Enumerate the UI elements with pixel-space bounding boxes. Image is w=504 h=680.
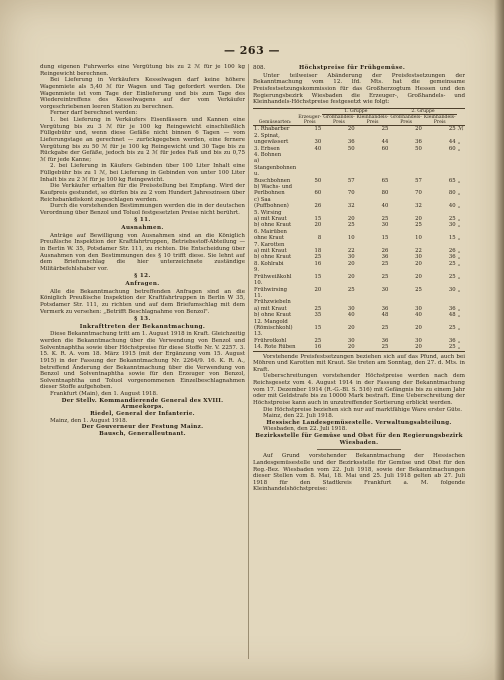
table-cell-price: 70 [347,190,355,197]
table-cell-item: 4. Bohnen [254,151,282,158]
table-header-sub: Großhandels-Preis [390,114,422,126]
table-cell-price: 15 [381,235,389,242]
table-cell-price: 30 [347,337,355,344]
table-cell-price [356,293,390,306]
table-cell-item: a) mit Kraut [254,216,287,223]
table-cell-item: 6. Mairüben ohne Kraut [254,228,287,242]
table-cell-price: 25 [381,273,389,280]
table-cell-item: 7. Karotten [254,241,285,248]
table-row [253,158,465,184]
table-cell-price: 40 [381,203,389,210]
table-cell-price: 36 [448,254,456,261]
signature-name: Riedel, General der Infanterie. [90,410,195,417]
table-cell-price: 20 [347,273,355,280]
table-cell-price: 36 [381,337,389,344]
table-cell-price: 30 [381,222,389,229]
table-cell-price: 32 [347,203,355,210]
table-cell-price: 25 [448,260,456,267]
table-cell-price: 20 [415,126,422,133]
page-edge-shadow [494,0,504,680]
table-header-group-2: 2. Gruppe [389,109,456,115]
table-cell-item: 3. Erbsen [254,145,280,152]
table-cell-item: a) mit Kraut [254,305,287,312]
table-cell-price: 60 [381,145,389,152]
table-cell-unit: „ [457,337,461,344]
table-cell-price: 30 [415,337,422,344]
table-cell-unit: „ [457,305,461,312]
signature-name: Bausch, Generalleutnant. [99,430,186,437]
signature-title: Der Stellv. Kommandierende General des XVIII. Armeekorps. [61,397,224,411]
table-cell-price: 80 [381,190,389,197]
table-cell-price: 25 [381,344,389,351]
table-row [253,184,465,197]
authority-name: Hessische Landesgemüsestelle. Verwaltungsabteilung. [266,419,452,426]
right-column [253,64,465,664]
table-cell-item: 13. Frührotkohl [254,331,287,344]
table-cell-price: 15 [314,216,322,223]
paragraph: Durch die vorstehenden Bestimmungen werden die in der deutschen Verordnung über Benzol und Toluol festgesetzten Preise nicht berührt. [40,203,245,216]
paragraph: Vorstehende Preisfestsetzungen beziehen sich auf das Pfund, auch bei Möhren und Karotten mit Kraut. Sie treten am Sonntag, den 27. d. Mts. in Kraft. [253,353,465,373]
table-cell-price: 30 [347,254,355,261]
table-cell-price: 60 [448,145,456,152]
table-cell-price: 40 [347,312,355,319]
table-cell-price: 30 [381,286,389,293]
paragraph: Alle die Bekanntmachung betreffenden Anfragen sind an die Königlich Preußische Inspektion der Kraftfahrtruppen in Berlin W 35, Potsdamer Str. 111, zu richten und auf dem Briefumschlag mit dem Vermerk zu versehen: „Betrifft Beschlagnahme von Benzol". [40,288,245,315]
table-cell-price: 40 [415,312,422,319]
table-cell-price: 80 [448,190,456,197]
table-cell-price: 50 [347,145,355,152]
paragraph: Bei Lieferung in Verkäufers Kesselwagen darf keine höhere Wagenmiete als 5,40 ℳ für Wagen und Tag gefordert werden. Die Wagenmiete ist vom Tage der Einlieferung und bis zum Tage des Wiedereintreffens des Kesselwagens auf der vom Verkäufer vorgeschriebenen leeren Station zu berechnen. [40,77,245,110]
table-cell-price: 25 [448,273,456,280]
table-row [253,267,465,280]
table-cell-price: 57 [415,177,422,184]
table-cell-unit: „ [457,190,461,197]
left-column [40,64,245,664]
table-cell-price: 25 [347,286,355,293]
table-header-sub: Kleinhandels-Preis [423,114,456,126]
table-cell-price: 40 [314,145,322,152]
table-cell-price: 44 [381,139,389,146]
paragraph: Unter teilweiser Abänderung der Preisfestsetzungen der Bekanntmachung vom 12. lfd. Mts. hat die gemeinsame Preisfestsetzungskommission für das Großherzogtum Hessen und den Regierungsbezirk Wiesbaden die Erzeuger-, Großhandels- und Kleinhandels-Höchstpreise festgesetzt wie folgt: [253,72,465,106]
table-cell-price: 16 [314,260,322,267]
paragraph: dung eigenen Fuhrwerks eine Vergütung bis zu 2 ℳ für je 100 kg Reingewicht berechnen. [40,64,245,77]
table-cell-unit: „ [457,344,461,351]
table-cell-item: a) Stangenbohnen u. Buschbohnen [254,158,297,184]
table-cell-price: 30 [314,139,322,146]
section-title: Ausnahmen. [121,225,164,231]
table-cell-item: 11. Frühzwiebeln [254,292,291,306]
table-header-item: Gemüsearten: [253,109,297,126]
table-cell-price: 65 [381,177,389,184]
table-cell-item: b) ohne Kraut [254,222,292,229]
table-cell-price: 36 [347,139,355,146]
table-cell-price: 70 [415,190,422,197]
table-cell-unit: „ [457,145,461,152]
table-cell-price: 25 [347,222,355,229]
table-cell-price: 32 [415,203,422,210]
table-cell-unit: „ [457,216,461,223]
table-cell-unit: „ [457,222,461,229]
table-cell-price: 30 [448,286,456,293]
section-number: § 11. [134,217,151,224]
table-cell-price: 65 [448,177,456,184]
table-cell-unit: „ [457,286,461,293]
table-header-group-1: 1. Gruppe [322,109,389,115]
table-cell-price: 20 [347,260,355,267]
table-cell-price: 15 [314,126,322,133]
table-cell-unit: ℳ [457,126,464,133]
section-title: Inkrafttreten der Bekanntmachung. [79,323,206,330]
table-cell-price: 48 [448,312,456,319]
table-cell-item: b) ohne Kraut [254,312,292,319]
paragraph: Ferner darf berechnet werden: [50,110,138,117]
paragraph: Ueberschreitungen vorstehender Höchstpreise werden nach dem Reichsgesetz vom 4. August 1914 in der Fassung der Bekanntmachung vom 17. Dezember 1914 (R.-G.-Bl. S. 516) mit Gefängnis bis zu einem Jahr oder mit Geldstrafe bis zu 10000 Mark bestraft. Eine Ueberschreitung der Höchstpreise kann auch in unzutreffender Sortierung erblickt werden. [253,373,465,406]
table-cell-price: 20 [347,216,355,223]
table-header-sub: Kleinhandels-Preis [356,114,389,126]
table-cell-price: 36 [381,254,389,261]
table-cell-price: 25 [448,216,456,223]
table-cell-price: 20 [415,344,422,351]
article-heading [253,64,465,73]
table-cell-unit: „ [457,177,461,184]
section-title: Anfragen. [125,281,160,287]
table-header-producer: Erzeuger-Preis [297,109,322,126]
table-cell-price: 25 [314,305,322,312]
date-line: Wiesbaden, den 22. Juli 1918. [263,426,348,433]
table-row [253,319,465,332]
table-cell-price: 30 [448,222,456,229]
table-row [253,293,465,306]
table-cell-price: 48 [381,312,389,319]
table-cell-unit: „ [457,260,461,267]
table-cell-price: 25 [381,126,389,133]
table-cell-price: 50 [314,177,322,184]
paragraph: Anträge auf Bewilligung von Ausnahmen sind an die Königlich Preußische Inspektion der Kraftfahrtruppen, Betriebsstoff-Abteilung — in Berlin W. 35, Potsdamer Str. 111, zu richten. Die Entscheidung über Ausnahmen von den Bestimmungen des § 10 trifft diese. Sie lehnt auf dem Briefumschlag die hier unterzeichnete zuständige Militärbefehlshaber vor. [40,232,245,272]
table-cell-price [297,293,322,306]
table-cell-price: 20 [415,273,422,280]
table-cell-price: 16 [314,344,322,351]
table-cell-price: 36 [448,305,456,312]
table-cell-price: 18 [314,248,322,255]
list-item: 1. bei Lieferung in Verkäufers Eisenfässern und Kannen eine Vergütung bis zu 3 ℳ für je 100 kg Reingewicht einschließlich Füllgebühr und, wenn diese Gefäße nicht binnen 6 Tagen — vom Lieferungstage an gerechnet — zurückgegeben werden, eine fernere Vergütung bis zu 50 ℳ für je 100 kg Reingewicht und 30 Tage bis zu Rückgabe der Gefäße, jedoch bis zu 2 ℳ für jedes Faß und bis zu 0,75 ℳ für jede Kanne; [40,117,245,163]
table-cell-price: 25 [314,337,322,344]
table-cell-price: 36 [381,305,389,312]
table-cell-price: 22 [415,248,422,255]
table-row [253,126,465,133]
table-cell-price: 57 [347,177,355,184]
table-row [253,344,465,350]
table-cell-unit: „ [457,324,461,331]
table-cell-price [322,293,355,306]
table-cell-price [423,293,457,306]
table-row [253,133,465,146]
authority-name: Bezirksstelle für Gemüse und Obst für den Regierungsbezirk Wiesbaden. [255,433,463,446]
table-cell-price: 15 [314,324,322,331]
table-row [253,331,465,344]
table-cell-price: 36 [415,139,422,146]
table-cell-unit: „ [457,312,461,319]
table-cell-item: 14. Rote Rüben [254,344,296,351]
paragraph: Die Höchstpreise beziehen sich nur auf marktfähige Ware erster Güte. [263,406,462,413]
table-cell-price: 25 [448,324,456,331]
table-cell-unit [457,293,465,306]
signature-title: Der Gouverneur der Festung Mainz. [81,424,204,431]
table-cell-unit: „ [457,248,461,255]
table-cell-item: 9. Frühweißkohl [254,267,292,280]
table-cell-price: 25 [448,344,456,351]
date-line: Mainz, den 22. Juli 1918. [263,413,334,420]
table-cell-price: 15 [448,235,456,242]
article-title: Höchstpreise für Frühgemüse. [299,65,406,71]
table-cell-price: 25 [381,260,389,267]
table-cell-price: 15 [314,273,322,280]
table-cell-item: 5. Wirsing [254,209,282,216]
table-cell-price: 35 [314,312,322,319]
table-cell-price: 25 [381,324,389,331]
table-cell-item: 2. Spinat, ungewässert [254,132,289,146]
table-row [253,229,465,242]
table-cell-item: c) Saa (Puffbohnen) [254,196,289,210]
date-line: Frankfurt (Main), den 1. August 1918. [50,391,158,397]
table-cell-unit: „ [457,254,461,261]
table-cell-price: 26 [381,248,389,255]
table-cell-price: 25 [381,216,389,223]
table-row [253,197,465,210]
table-cell-price [389,293,422,306]
table-cell-price: 8 [317,235,322,242]
table-cell-price: 25 [415,222,422,229]
price-table [253,108,465,352]
paragraph: Auf Grund vorstehender Bekanntmachung der Hessischen Landesgemüsestelle und der Bezirksstelle für Gemüse und Obst für den Reg.-Bez. Wiesbaden vom 22. Juli 1918, sowie der Bekanntmachungen dieser Stellen vom 8. Mai, 18. Mai und 25. Juli 1918 gelten ab 27. Juli 1918 für den Stadtkreis Frankfurt a. M. folgende Kleinhandelshöchstpreise: [253,453,465,493]
table-row [253,280,465,293]
table-cell-item: b) ohne Kraut [254,254,292,261]
article-number: 808. [253,65,266,71]
table-cell-price: 10 [347,235,355,242]
table-cell-price: 20 [314,222,322,229]
section-number: § 12. [134,273,151,280]
table-cell-item: 12. Mangold (Römischkohl) [254,318,293,331]
list-item: 2. bei Lieferung in Käufers Gebinden über 100 Liter Inhalt eine Füllgebühr bis zu 1 ℳ, bei Lieferung in Gebinden von unter 100 Liter Inhalt bis zu 2 ℳ für je 100 kg Reingewicht. [40,163,245,183]
table-cell-price: 26 [448,248,456,255]
table-cell-price: 20 [347,324,355,331]
table-cell-item: 1. Rhabarber [254,126,290,133]
table-cell-price: 25 [415,286,422,293]
table-cell-price: 20 [314,286,322,293]
table-cell-price: 36 [448,337,456,344]
section-number: § 13. [134,316,151,323]
table-cell-price: 30 [415,254,422,261]
table-cell-price: 60 [314,190,322,197]
table-cell-unit: „ [457,235,461,242]
table-cell-price: 20 [415,260,422,267]
table-cell-price: 25 [314,254,322,261]
column-divider [248,64,249,659]
separator-rule [317,449,402,450]
table-cell-price: 20 [415,216,422,223]
table-cell-price: 26 [314,203,322,210]
table-cell-price: 20 [415,324,422,331]
table-cell-item: b) Wachs- und Perlbohnen [254,184,293,197]
table-cell-price: 20 [347,344,355,351]
table-cell-price: 25 [448,126,456,133]
table-cell-item: 8. Kohlrabi [254,260,284,267]
paragraph: Die Verkäufer erhalten für die Preisstellung bei Empfang. Wird der Kaufpreis gestundet, so dürfen bis zu 2 vom Hundert Jahreszinsen über Reichsbankdiskont zugeschlagen werden. [40,183,245,203]
table-cell-price: 22 [347,248,355,255]
table-cell-unit: „ [457,203,461,210]
paragraph: Diese Bekanntmachung tritt am 1. August 1918 in Kraft. Gleichzeitig werden die Bekanntmachung über die Verwendung von Benzol und Solventnaphtha sowie über Höchstpreise für diese Stoffe Nr. V. 2257. 3. 15. K. R. A. vom 18. März 1915 (mit der Ergänzung vom 15. August 1915) in der Fassung der Bekanntmachung Nr. 2264/9. 16. K. R. A., betreffend Änderung der Bekanntmachung über die Verwendung von Benzol und Solventnaphtha sowie für den Erzeuger von Benzol, Solventnaphtha und Toluol vorgenommenen Einzelbeschlagnahmen dieser Stoffe aufgehoben. [40,331,245,391]
table-cell-price: 30 [415,305,422,312]
table-cell-price: 30 [347,305,355,312]
date-line: Mainz, den 1. August 1918. [50,417,128,424]
table-cell-price: 10 [415,235,422,242]
table-cell-unit: „ [457,139,461,146]
table-cell-item: a) mit Kraut [254,248,287,255]
table-cell-item: 10. Frühwirsing [254,280,288,293]
table-header-sub: Großhandels-Preis [323,114,355,126]
table-cell-price: 40 [448,203,456,210]
page-number: — 263 — [223,44,281,57]
table-cell-price: 50 [415,145,422,152]
table-cell-price: 44 [448,139,456,146]
table-cell-unit: „ [457,273,461,280]
table-cell-price: 20 [347,126,355,133]
